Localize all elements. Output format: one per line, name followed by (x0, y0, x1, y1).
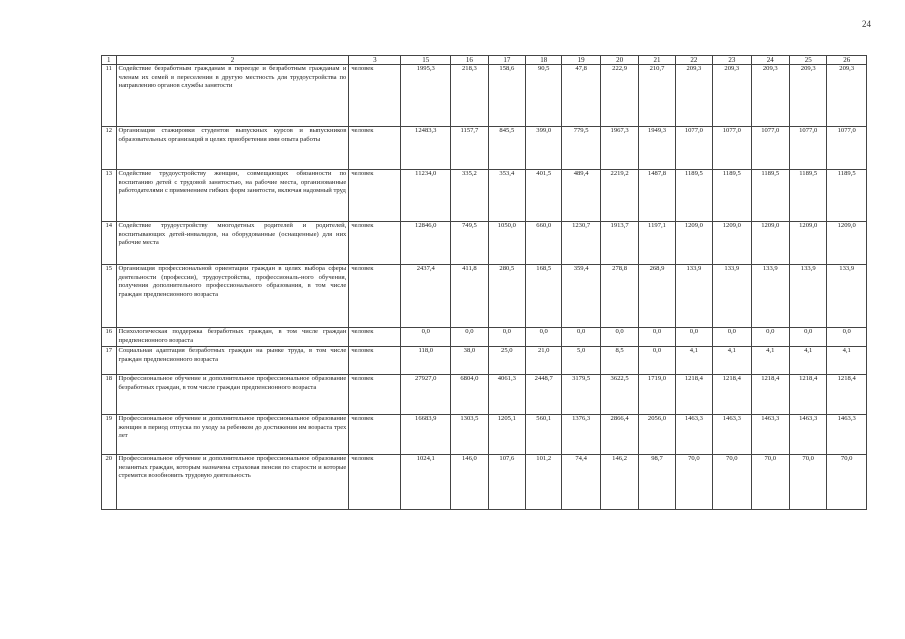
row-value: 209,3 (827, 65, 867, 127)
row-value: 0,0 (639, 347, 675, 375)
row-number: 20 (102, 455, 117, 510)
row-value: 1077,0 (751, 127, 789, 170)
row-description: Социальная адаптация безработных граждан на рынке труда, в том числе граждан предпенсионного возраста (116, 347, 349, 375)
row-total: 16683,9 (401, 415, 451, 455)
row-value: 133,9 (790, 265, 827, 328)
row-value: 8,5 (600, 347, 638, 375)
row-value: 1189,5 (713, 170, 751, 222)
column-header: 21 (639, 56, 675, 65)
row-value: 1077,0 (827, 127, 867, 170)
row-description: Организация стажировки студентов выпускных курсов и выпускников образовательных организаций в целях приобретения ими опыта работы (116, 127, 349, 170)
data-table (101, 55, 867, 510)
table-row (102, 222, 867, 265)
row-unit: человек (349, 375, 401, 415)
row-value: 146,2 (600, 455, 638, 510)
row-total: 11234,0 (401, 170, 451, 222)
column-header: 3 (349, 56, 401, 65)
row-value: 70,0 (790, 455, 827, 510)
row-description: Профессиональное обучение и дополнительное профессиональное образование незанятых граждан, которым назначена страховая пенсия по старости и которые стремятся возобновить трудовую деятельность (116, 455, 349, 510)
row-value: 70,0 (713, 455, 751, 510)
row-value: 1209,0 (790, 222, 827, 265)
row-total: 0,0 (401, 328, 451, 347)
row-unit: человек (349, 222, 401, 265)
row-number: 18 (102, 375, 117, 415)
row-value: 489,4 (562, 170, 600, 222)
row-number: 13 (102, 170, 117, 222)
row-value: 0,0 (526, 328, 562, 347)
table-row (102, 265, 867, 328)
row-value: 4,1 (751, 347, 789, 375)
row-value: 90,5 (526, 65, 562, 127)
row-value: 101,2 (526, 455, 562, 510)
row-value: 1209,0 (675, 222, 712, 265)
row-number: 15 (102, 265, 117, 328)
row-description: Психологическая поддержка безработных граждан, в том числе граждан предпенсионного возраста (116, 328, 349, 347)
row-value: 1463,3 (713, 415, 751, 455)
row-value: 2056,0 (639, 415, 675, 455)
row-unit: человек (349, 347, 401, 375)
table-row (102, 415, 867, 455)
row-description: Организация профессиональной ориентации граждан в целях выбора сферы деятельности (профессии), трудоустройства, профессиональ-ного обучения, получения дополнительного профессионального образования, в том числе граждан предпенсионного возраста (116, 265, 349, 328)
row-value: 218,3 (451, 65, 488, 127)
row-value: 209,3 (675, 65, 712, 127)
column-header: 26 (827, 56, 867, 65)
column-header: 19 (562, 56, 600, 65)
row-value: 1189,5 (751, 170, 789, 222)
row-value: 70,0 (827, 455, 867, 510)
row-value: 4,1 (790, 347, 827, 375)
row-value: 1913,7 (600, 222, 638, 265)
table-row (102, 375, 867, 415)
row-value: 210,7 (639, 65, 675, 127)
row-value: 1189,5 (675, 170, 712, 222)
row-description: Содействие трудоустройству многодетных родителей и родителей, воспитывающих детей-инвалидов, на оборудованные (оснащенные) для них рабочие места (116, 222, 349, 265)
row-value: 268,9 (639, 265, 675, 328)
row-value: 779,5 (562, 127, 600, 170)
row-value: 1218,4 (751, 375, 789, 415)
table-body (102, 65, 867, 510)
row-value: 411,8 (451, 265, 488, 328)
row-value: 70,0 (751, 455, 789, 510)
row-value: 845,5 (488, 127, 525, 170)
column-header: 1 (102, 56, 117, 65)
row-value: 1205,1 (488, 415, 525, 455)
row-value: 1719,0 (639, 375, 675, 415)
row-unit: человек (349, 328, 401, 347)
row-value: 6804,0 (451, 375, 488, 415)
row-value: 359,4 (562, 265, 600, 328)
row-unit: человек (349, 127, 401, 170)
column-header: 17 (488, 56, 525, 65)
row-total: 27927,0 (401, 375, 451, 415)
row-value: 749,5 (451, 222, 488, 265)
row-value: 660,0 (526, 222, 562, 265)
table-row (102, 65, 867, 127)
row-value: 209,3 (713, 65, 751, 127)
row-total: 118,0 (401, 347, 451, 375)
row-value: 74,4 (562, 455, 600, 510)
row-value: 4061,3 (488, 375, 525, 415)
column-header: 15 (401, 56, 451, 65)
row-value: 1967,3 (600, 127, 638, 170)
row-total: 12846,0 (401, 222, 451, 265)
row-value: 0,0 (488, 328, 525, 347)
row-value: 1463,3 (675, 415, 712, 455)
row-number: 19 (102, 415, 117, 455)
row-value: 401,5 (526, 170, 562, 222)
row-value: 4,1 (713, 347, 751, 375)
row-value: 133,9 (751, 265, 789, 328)
row-total: 1995,3 (401, 65, 451, 127)
row-value: 278,8 (600, 265, 638, 328)
table-row (102, 347, 867, 375)
row-description: Содействие безработным гражданам в переезде и безработным гражданам и членам их семей в переселении в другую местность для трудоустройства по направлению органов службы занятости (116, 65, 349, 127)
row-value: 1376,3 (562, 415, 600, 455)
row-description: Профессиональное обучение и дополнительное профессиональное образование безработных граждан, в том числе граждан предпенсионного возраста (116, 375, 349, 415)
row-number: 17 (102, 347, 117, 375)
column-header: 24 (751, 56, 789, 65)
row-total: 2437,4 (401, 265, 451, 328)
row-value: 399,0 (526, 127, 562, 170)
row-value: 70,0 (675, 455, 712, 510)
row-value: 1077,0 (713, 127, 751, 170)
row-value: 4,1 (675, 347, 712, 375)
row-total: 12483,3 (401, 127, 451, 170)
row-value: 1218,4 (827, 375, 867, 415)
row-value: 1463,3 (790, 415, 827, 455)
row-value: 209,3 (790, 65, 827, 127)
row-value: 0,0 (713, 328, 751, 347)
row-value: 0,0 (827, 328, 867, 347)
row-unit: человек (349, 265, 401, 328)
row-value: 98,7 (639, 455, 675, 510)
row-value: 1487,8 (639, 170, 675, 222)
row-value: 1050,0 (488, 222, 525, 265)
row-value: 1077,0 (790, 127, 827, 170)
row-value: 47,8 (562, 65, 600, 127)
row-value: 1949,3 (639, 127, 675, 170)
row-unit: человек (349, 170, 401, 222)
row-value: 1197,1 (639, 222, 675, 265)
row-value: 0,0 (600, 328, 638, 347)
row-value: 1303,5 (451, 415, 488, 455)
row-value: 1218,4 (790, 375, 827, 415)
row-value: 1077,0 (675, 127, 712, 170)
row-value: 1209,0 (713, 222, 751, 265)
row-value: 335,2 (451, 170, 488, 222)
row-value: 168,5 (526, 265, 562, 328)
row-value: 0,0 (751, 328, 789, 347)
row-value: 1209,0 (751, 222, 789, 265)
row-value: 133,9 (827, 265, 867, 328)
row-value: 3179,5 (562, 375, 600, 415)
row-value: 222,9 (600, 65, 638, 127)
row-value: 3622,5 (600, 375, 638, 415)
column-header: 23 (713, 56, 751, 65)
row-value: 4,1 (827, 347, 867, 375)
row-value: 353,4 (488, 170, 525, 222)
row-value: 107,6 (488, 455, 525, 510)
row-number: 16 (102, 328, 117, 347)
row-value: 1218,4 (675, 375, 712, 415)
row-value: 560,1 (526, 415, 562, 455)
table-row (102, 170, 867, 222)
column-header: 16 (451, 56, 488, 65)
row-value: 0,0 (790, 328, 827, 347)
column-header: 20 (600, 56, 638, 65)
row-value: 25,0 (488, 347, 525, 375)
row-value: 0,0 (639, 328, 675, 347)
row-value: 133,9 (713, 265, 751, 328)
row-value: 1218,4 (713, 375, 751, 415)
table-row (102, 328, 867, 347)
row-value: 38,0 (451, 347, 488, 375)
row-value: 0,0 (675, 328, 712, 347)
column-header: 2 (116, 56, 349, 65)
column-header: 18 (526, 56, 562, 65)
table-header-row (102, 56, 867, 65)
row-value: 280,5 (488, 265, 525, 328)
row-number: 11 (102, 65, 117, 127)
row-value: 1463,3 (751, 415, 789, 455)
row-value: 5,0 (562, 347, 600, 375)
row-value: 1463,3 (827, 415, 867, 455)
row-unit: человек (349, 415, 401, 455)
row-value: 209,3 (751, 65, 789, 127)
row-value: 2219,2 (600, 170, 638, 222)
column-header: 22 (675, 56, 712, 65)
table-row (102, 455, 867, 510)
row-value: 146,0 (451, 455, 488, 510)
row-value: 21,0 (526, 347, 562, 375)
row-value: 1189,5 (790, 170, 827, 222)
page-number: 24 (862, 19, 871, 29)
row-value: 1157,7 (451, 127, 488, 170)
row-value: 133,9 (675, 265, 712, 328)
row-description: Профессиональное обучение и дополнительное профессиональное образование женщин в период отпуска по уходу за ребенком до достижения им возраста трех лет (116, 415, 349, 455)
row-value: 158,6 (488, 65, 525, 127)
row-value: 1230,7 (562, 222, 600, 265)
row-value: 0,0 (451, 328, 488, 347)
table-row (102, 127, 867, 170)
row-unit: человек (349, 65, 401, 127)
row-value: 0,0 (562, 328, 600, 347)
row-number: 14 (102, 222, 117, 265)
row-description: Содействие трудоустройству женщин, совмещающих обязанности по воспитанию детей с трудовой занятостью, на рабочие места, организованные работодателями с применением гибких форм занятости, включая надомный труд (116, 170, 349, 222)
row-unit: человек (349, 455, 401, 510)
row-total: 1024,1 (401, 455, 451, 510)
column-header: 25 (790, 56, 827, 65)
row-value: 1189,5 (827, 170, 867, 222)
row-value: 1209,0 (827, 222, 867, 265)
row-value: 2448,7 (526, 375, 562, 415)
row-value: 2866,4 (600, 415, 638, 455)
row-number: 12 (102, 127, 117, 170)
